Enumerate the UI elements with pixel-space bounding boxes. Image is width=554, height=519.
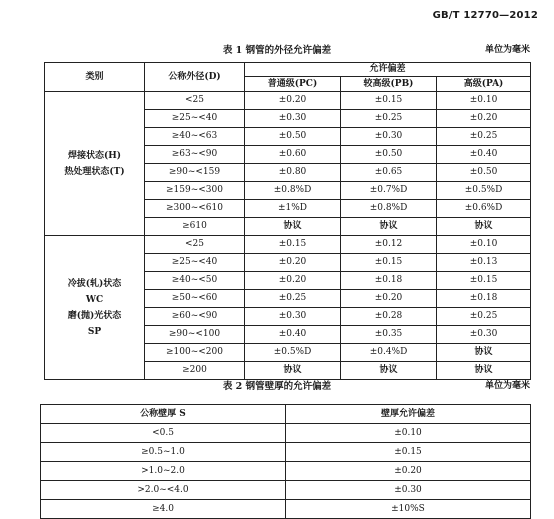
table-row [41, 443, 531, 462]
table2-title: 表 2 钢管壁厚的允许偏差 [222, 381, 332, 392]
table-row [41, 424, 531, 443]
diameter-cell: ≥300~<610 [145, 200, 245, 218]
pa-cell: ±0.20 [437, 110, 531, 128]
pa-cell: ±0.30 [437, 326, 531, 344]
pa-cell: ±0.10 [437, 92, 531, 110]
pa-cell: 协议 [437, 344, 531, 362]
col-header-tolerance: 允许偏差 [245, 63, 531, 77]
diameter-cell: ≥90~<159 [145, 164, 245, 182]
col-header-category: 类别 [45, 63, 145, 92]
category-cell [45, 92, 145, 236]
category-label: 磨(抛)光状态 [67, 310, 122, 321]
pb-cell: ±0.4%D [341, 344, 437, 362]
pb-cell: ±0.35 [341, 326, 437, 344]
table-row [41, 500, 531, 519]
standard-code: GB/T 12770—2012 [432, 10, 538, 21]
pc-cell: ±0.20 [245, 254, 341, 272]
pa-cell: ±0.25 [437, 128, 531, 146]
pb-cell: ±0.15 [341, 254, 437, 272]
pa-cell: ±0.25 [437, 308, 531, 326]
pa-cell: ±0.6%D [437, 200, 531, 218]
table1-body [45, 92, 531, 380]
pc-cell: ±1%D [245, 200, 341, 218]
col-header-pb: 较高级(PB) [341, 77, 437, 92]
thickness-cell: ≥4.0 [41, 500, 286, 519]
table1-unit: 单位为毫米 [484, 45, 530, 55]
diameter-cell: ≥159~<300 [145, 182, 245, 200]
diameter-cell: <25 [145, 236, 245, 254]
diameter-cell: ≥25~<40 [145, 254, 245, 272]
col-header-thickness-tolerance: 壁厚允许偏差 [286, 405, 531, 424]
pa-cell: ±0.18 [437, 290, 531, 308]
pc-cell: 协议 [245, 218, 341, 236]
pc-cell: ±0.20 [245, 92, 341, 110]
thickness-cell: >1.0~2.0 [41, 462, 286, 481]
diameter-cell: ≥90~<100 [145, 326, 245, 344]
table1-caption [0, 42, 554, 56]
category-cell [45, 236, 145, 380]
col-header-diameter: 公称外径(D) [145, 63, 245, 92]
pa-cell: ±0.5%D [437, 182, 531, 200]
pb-cell: ±0.20 [341, 290, 437, 308]
thickness-tolerance-cell: ±10%S [286, 500, 531, 519]
pa-cell: ±0.10 [437, 236, 531, 254]
diameter-cell: ≥200 [145, 362, 245, 380]
category-label: 热处理状态(T) [64, 166, 125, 177]
pb-cell: ±0.30 [341, 128, 437, 146]
table-row [41, 462, 531, 481]
pa-cell: 协议 [437, 218, 531, 236]
col-header-pa: 高级(PA) [437, 77, 531, 92]
pb-cell: ±0.7%D [341, 182, 437, 200]
pb-cell: ±0.50 [341, 146, 437, 164]
pc-cell: ±0.5%D [245, 344, 341, 362]
table2-body [41, 424, 531, 519]
pc-cell: ±0.15 [245, 236, 341, 254]
table1-title: 表 1 钢管的外径允许偏差 [222, 45, 332, 56]
diameter-cell: ≥100~<200 [145, 344, 245, 362]
pc-cell: ±0.50 [245, 128, 341, 146]
pa-cell: ±0.50 [437, 164, 531, 182]
pb-cell: ±0.25 [341, 110, 437, 128]
wall-thickness-tolerance-table [40, 404, 531, 519]
pc-cell: 协议 [245, 362, 341, 380]
pc-cell: ±0.40 [245, 326, 341, 344]
diameter-cell: ≥50~<60 [145, 290, 245, 308]
col-header-thickness: 公称壁厚 S [41, 405, 286, 424]
pc-cell: ±0.25 [245, 290, 341, 308]
pb-cell: 协议 [341, 218, 437, 236]
thickness-tolerance-cell: ±0.20 [286, 462, 531, 481]
pa-cell: ±0.13 [437, 254, 531, 272]
pb-cell: ±0.18 [341, 272, 437, 290]
category-label: WC [85, 294, 104, 305]
pb-cell: ±0.15 [341, 92, 437, 110]
table-row [45, 236, 531, 254]
col-header-pc: 普通级(PC) [245, 77, 341, 92]
pb-cell: ±0.65 [341, 164, 437, 182]
thickness-tolerance-cell: ±0.30 [286, 481, 531, 500]
pb-cell: ±0.8%D [341, 200, 437, 218]
table2-caption [0, 378, 554, 392]
diameter-cell: ≥40~<50 [145, 272, 245, 290]
pc-cell: ±0.30 [245, 308, 341, 326]
table-row [41, 481, 531, 500]
pc-cell: ±0.20 [245, 272, 341, 290]
diameter-cell: <25 [145, 92, 245, 110]
pa-cell: ±0.40 [437, 146, 531, 164]
category-label: SP [87, 326, 102, 337]
pc-cell: ±0.80 [245, 164, 341, 182]
pc-cell: ±0.8%D [245, 182, 341, 200]
outer-diameter-tolerance-table [44, 62, 531, 380]
diameter-cell: ≥63~<90 [145, 146, 245, 164]
diameter-cell: ≥40~<63 [145, 128, 245, 146]
category-label: 冷拔(轧)状态 [67, 278, 122, 289]
diameter-cell: ≥610 [145, 218, 245, 236]
thickness-cell: ≥0.5~1.0 [41, 443, 286, 462]
thickness-tolerance-cell: ±0.10 [286, 424, 531, 443]
pb-cell: 协议 [341, 362, 437, 380]
pc-cell: ±0.30 [245, 110, 341, 128]
diameter-cell: ≥60~<90 [145, 308, 245, 326]
thickness-cell: <0.5 [41, 424, 286, 443]
pc-cell: ±0.60 [245, 146, 341, 164]
thickness-tolerance-cell: ±0.15 [286, 443, 531, 462]
table-row [45, 92, 531, 110]
thickness-cell: >2.0~<4.0 [41, 481, 286, 500]
diameter-cell: ≥25~<40 [145, 110, 245, 128]
pa-cell: ±0.15 [437, 272, 531, 290]
pb-cell: ±0.12 [341, 236, 437, 254]
pa-cell: 协议 [437, 362, 531, 380]
table2-unit: 单位为毫米 [484, 381, 530, 391]
pb-cell: ±0.28 [341, 308, 437, 326]
category-label: 焊接状态(H) [67, 150, 122, 161]
